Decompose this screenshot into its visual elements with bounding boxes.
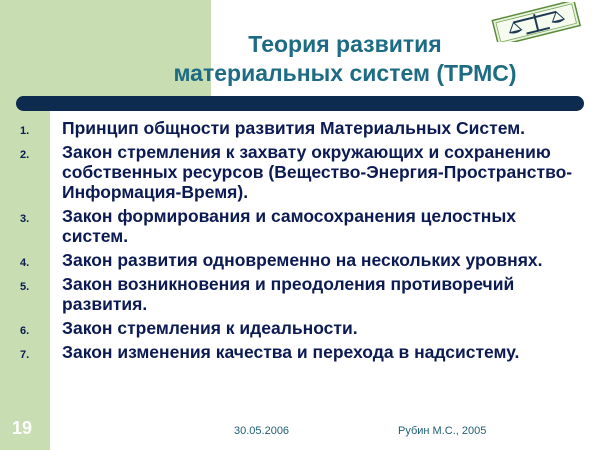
footer-date: 30.05.2006 <box>234 425 290 437</box>
item-text: Принцип общности развития Материальных Систем. <box>62 118 526 138</box>
item-text: Закон стремления к захвату окружающих и сохранению собственных ресурсов (Вещество-Энергия-Пространство-Информация-Время). <box>62 142 573 202</box>
item-text: Закон развития одновременно на нескольких уровнях. <box>62 250 543 270</box>
list-item <box>20 250 580 270</box>
list-item <box>20 118 580 138</box>
item-number: 2. <box>20 149 30 161</box>
item-number: 4. <box>20 257 30 269</box>
item-text: Закон формирования и самосохранения целостных систем. <box>62 206 517 246</box>
footer-author: Рубин М.С., 2005 <box>398 425 487 437</box>
item-number: 7. <box>20 349 30 361</box>
item-number: 6. <box>20 325 30 337</box>
list-item <box>20 274 580 314</box>
list-item <box>20 206 580 246</box>
item-text: Закон изменения качества и перехода в надсистему. <box>62 342 520 362</box>
list-item <box>20 142 580 202</box>
item-number: 5. <box>20 281 30 293</box>
item-text: Закон стремления к идеальности. <box>62 318 358 338</box>
title-line-1: Теория развития <box>248 31 442 57</box>
item-number: 1. <box>20 125 30 137</box>
scales-icon <box>486 2 586 42</box>
item-number: 3. <box>20 213 30 225</box>
list-item <box>20 318 580 338</box>
list-item <box>20 342 580 362</box>
title-divider-bar <box>16 96 584 111</box>
slide-number: 19 <box>12 418 33 438</box>
item-text: Закон возникновения и преодоления противоречий развития. <box>62 274 515 314</box>
title-line-2: материальных систем (ТРМС) <box>173 60 517 86</box>
laws-list <box>20 118 580 366</box>
